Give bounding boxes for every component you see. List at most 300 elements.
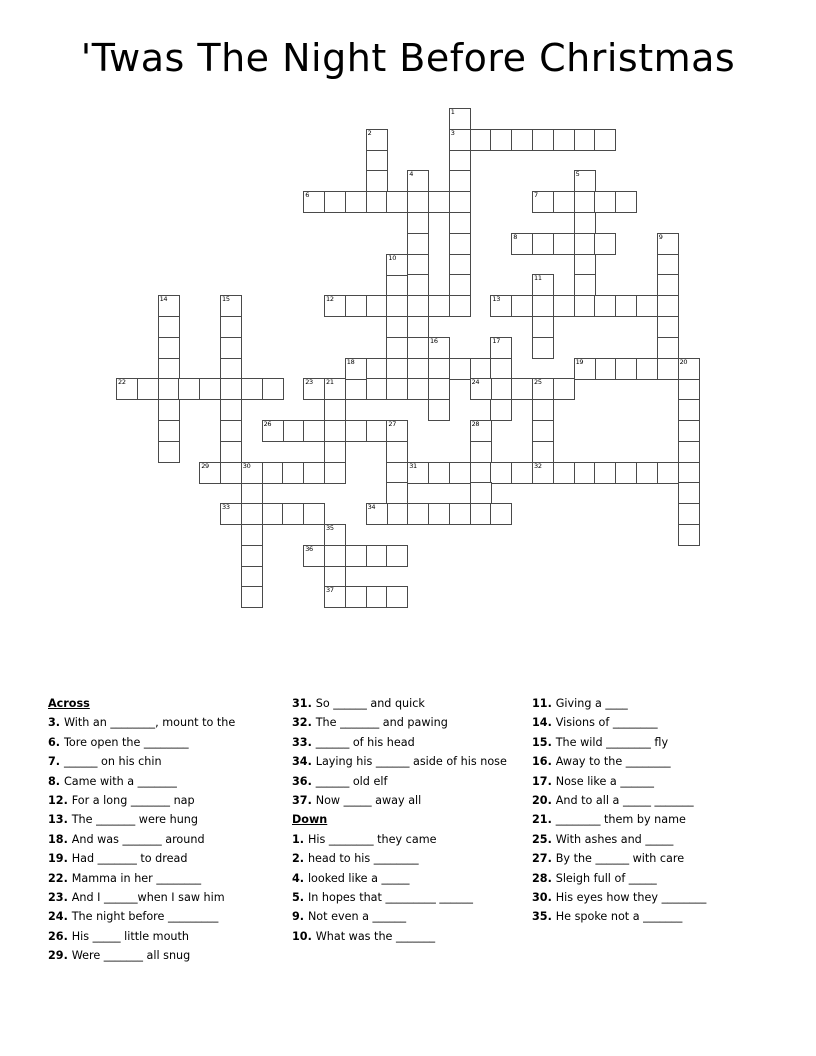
grid-cell[interactable] <box>324 441 346 463</box>
grid-cell[interactable] <box>594 233 616 255</box>
grid-cell[interactable] <box>386 274 408 296</box>
grid-cell[interactable] <box>324 524 346 546</box>
grid-cell[interactable] <box>449 358 471 380</box>
grid-cell[interactable] <box>345 295 367 317</box>
grid-cell[interactable] <box>324 191 346 213</box>
grid-cell[interactable] <box>407 212 429 234</box>
grid-cell[interactable] <box>449 150 471 172</box>
grid-cell[interactable] <box>158 399 180 421</box>
grid-cell[interactable] <box>615 191 637 213</box>
page-title: 'Twas The Night Before Christmas <box>80 36 736 80</box>
grid-cell[interactable] <box>553 378 575 400</box>
grid-cell[interactable] <box>678 462 700 484</box>
clue-down-15 <box>532 733 772 752</box>
grid-cell[interactable] <box>657 274 679 296</box>
clue-down-21 <box>532 810 772 829</box>
grid-cell[interactable] <box>220 462 242 484</box>
grid-cell[interactable] <box>158 378 180 400</box>
grid-cell[interactable] <box>594 358 616 380</box>
clue-down-14 <box>532 713 772 732</box>
grid-cell[interactable] <box>678 378 700 400</box>
grid-cell[interactable] <box>386 378 408 400</box>
down-heading: Down <box>292 813 328 827</box>
grid-cell[interactable] <box>262 462 284 484</box>
clue-number: 16. <box>532 755 556 769</box>
clue-text: And to all a _____ _______ <box>555 794 694 808</box>
grid-cell[interactable] <box>386 295 408 317</box>
grid-cell[interactable] <box>366 295 388 317</box>
grid-cell[interactable] <box>220 399 242 421</box>
grid-cell[interactable] <box>241 482 263 504</box>
grid-cell[interactable] <box>428 337 450 359</box>
grid-cell[interactable] <box>511 233 533 255</box>
grid-cell[interactable] <box>386 337 408 359</box>
grid-cell[interactable] <box>282 503 304 525</box>
grid-cell[interactable] <box>574 191 596 213</box>
grid-cell[interactable] <box>428 358 450 380</box>
cell-number: 32 <box>534 461 542 470</box>
grid-cell[interactable] <box>470 420 492 442</box>
clue-number: 34. <box>292 755 316 769</box>
clue-number: 24. <box>48 910 72 924</box>
grid-cell[interactable] <box>470 358 492 380</box>
clues-column-3 <box>532 694 772 927</box>
cell-number: 7 <box>534 191 538 200</box>
grid-cell[interactable] <box>449 295 471 317</box>
grid-cell[interactable] <box>407 254 429 276</box>
grid-cell[interactable] <box>553 129 575 151</box>
grid-cell[interactable] <box>428 378 450 400</box>
grid-cell[interactable] <box>636 462 658 484</box>
grid-cell[interactable] <box>407 191 429 213</box>
grid-cell[interactable] <box>553 191 575 213</box>
grid-cell[interactable] <box>449 254 471 276</box>
grid-cell[interactable] <box>678 420 700 442</box>
grid-cell[interactable] <box>303 503 325 525</box>
clue-across-7 <box>48 752 280 771</box>
grid-cell[interactable] <box>303 462 325 484</box>
grid-cell[interactable] <box>574 233 596 255</box>
cell-number: 25 <box>534 378 542 387</box>
grid-cell[interactable] <box>324 399 346 421</box>
grid-cell[interactable] <box>657 462 679 484</box>
grid-cell[interactable] <box>553 233 575 255</box>
cell-number: 6 <box>305 191 310 200</box>
grid-cell[interactable] <box>636 295 658 317</box>
grid-cell[interactable] <box>407 462 429 484</box>
grid-cell[interactable] <box>345 358 367 380</box>
grid-cell[interactable] <box>262 420 284 442</box>
grid-cell[interactable] <box>511 129 533 151</box>
grid-cell[interactable] <box>511 462 533 484</box>
clue-number: 36. <box>292 774 316 788</box>
clue-down-10 <box>292 927 520 946</box>
grid-cell[interactable] <box>449 503 471 525</box>
clue-down-16 <box>532 752 772 771</box>
grid-cell[interactable] <box>158 441 180 463</box>
clue-text: Away to the ________ <box>555 755 671 769</box>
cell-number: 8 <box>513 232 518 241</box>
clue-across-31 <box>292 694 520 713</box>
grid-cell[interactable] <box>345 191 367 213</box>
grid-cell[interactable] <box>220 295 242 317</box>
grid-cell[interactable] <box>490 295 512 317</box>
clue-text: Laying his ______ aside of his nose <box>315 755 507 769</box>
grid-cell[interactable] <box>470 378 492 400</box>
grid-cell[interactable] <box>407 503 429 525</box>
grid-cell[interactable] <box>449 108 471 130</box>
grid-cell[interactable] <box>303 191 325 213</box>
grid-cell[interactable] <box>678 399 700 421</box>
grid-cell[interactable] <box>678 503 700 525</box>
grid-cell[interactable] <box>407 316 429 338</box>
grid-cell[interactable] <box>428 399 450 421</box>
grid-cell[interactable] <box>158 295 180 317</box>
grid-cell[interactable] <box>366 586 388 608</box>
grid-cell[interactable] <box>262 378 284 400</box>
clue-number: 2. <box>292 852 308 866</box>
grid-cell[interactable] <box>345 378 367 400</box>
clue-number: 20. <box>532 794 556 808</box>
grid-cell[interactable] <box>657 358 679 380</box>
grid-cell[interactable] <box>594 295 616 317</box>
cell-number: 16 <box>430 336 438 345</box>
grid-cell[interactable] <box>428 462 450 484</box>
cell-number: 26 <box>263 420 272 428</box>
clue-number: 9. <box>292 910 308 924</box>
cell-number: 31 <box>409 461 417 470</box>
clue-text: Had _______ to dread <box>71 852 188 866</box>
clue-text: And I ______when I saw him <box>71 891 225 905</box>
grid-cell[interactable] <box>594 129 616 151</box>
grid-cell[interactable] <box>449 462 471 484</box>
clue-text: Now _____ away all <box>315 794 422 808</box>
clue-number: 7. <box>48 755 64 769</box>
grid-cell[interactable] <box>470 441 492 463</box>
grid-cell[interactable] <box>199 462 221 484</box>
grid-cell[interactable] <box>553 462 575 484</box>
clue-text: Came with a _______ <box>63 774 177 788</box>
grid-cell[interactable] <box>470 462 492 484</box>
grid-cell[interactable] <box>615 295 637 317</box>
clue-number: 26. <box>48 929 72 943</box>
cell-number: 13 <box>492 295 501 304</box>
clue-number: 29. <box>48 949 72 963</box>
grid-cell[interactable] <box>366 378 388 400</box>
cell-number: 3 <box>450 128 455 137</box>
grid-cell[interactable] <box>241 566 263 588</box>
grid-cell[interactable] <box>366 191 388 213</box>
grid-cell[interactable] <box>470 129 492 151</box>
grid-cell[interactable] <box>532 191 554 213</box>
grid-cell[interactable] <box>324 586 346 608</box>
clue-number: 32. <box>292 716 316 730</box>
clue-text: His _____ little mouth <box>71 929 189 943</box>
grid-cell[interactable] <box>282 462 304 484</box>
clue-text: What was the _______ <box>315 929 436 943</box>
grid-cell[interactable] <box>241 462 263 484</box>
grid-cell[interactable] <box>490 503 512 525</box>
cell-number: 11 <box>534 274 542 283</box>
grid-cell[interactable] <box>594 462 616 484</box>
grid-cell[interactable] <box>324 545 346 567</box>
clue-down-17 <box>532 772 772 791</box>
clue-text: ______ of his head <box>315 735 415 749</box>
grid-cell[interactable] <box>532 295 554 317</box>
grid-cell[interactable] <box>158 358 180 380</box>
grid-cell[interactable] <box>490 378 512 400</box>
grid-cell[interactable] <box>324 566 346 588</box>
clue-number: 12. <box>48 794 72 808</box>
grid-cell[interactable] <box>574 170 596 192</box>
grid-cell[interactable] <box>366 545 388 567</box>
grid-cell[interactable] <box>199 378 221 400</box>
grid-cell[interactable] <box>386 441 408 463</box>
grid-cell[interactable] <box>220 503 242 525</box>
grid-cell[interactable] <box>511 378 533 400</box>
clue-number: 35. <box>532 910 556 924</box>
grid-cell[interactable] <box>386 462 408 484</box>
grid-cell[interactable] <box>428 295 450 317</box>
grid-cell[interactable] <box>366 358 388 380</box>
grid-cell[interactable] <box>366 129 388 151</box>
grid-cell[interactable] <box>490 337 512 359</box>
grid-cell[interactable] <box>449 129 471 151</box>
grid-cell[interactable] <box>678 441 700 463</box>
grid-cell[interactable] <box>574 462 596 484</box>
grid-cell[interactable] <box>303 378 325 400</box>
grid-cell[interactable] <box>511 295 533 317</box>
grid-cell[interactable] <box>324 462 346 484</box>
clue-number: 14. <box>532 716 556 730</box>
clue-number: 13. <box>48 813 72 827</box>
grid-cell[interactable] <box>262 503 284 525</box>
grid-cell[interactable] <box>282 420 304 442</box>
clues-section <box>0 694 816 994</box>
grid-cell[interactable] <box>449 191 471 213</box>
grid-cell[interactable] <box>449 212 471 234</box>
clue-text: Visions of ________ <box>555 716 658 730</box>
grid-cell[interactable] <box>449 170 471 192</box>
grid-cell[interactable] <box>407 274 429 296</box>
grid-cell[interactable] <box>657 337 679 359</box>
clue-text: The _______ were hung <box>71 813 198 827</box>
grid-cell[interactable] <box>220 316 242 338</box>
grid-cell[interactable] <box>386 254 408 276</box>
clue-number: 5. <box>292 891 308 905</box>
clue-number: 10. <box>292 929 316 943</box>
grid-cell[interactable] <box>490 462 512 484</box>
grid-cell[interactable] <box>657 254 679 276</box>
clue-across-12 <box>48 791 280 810</box>
clue-down-25 <box>532 830 772 849</box>
grid-cell[interactable] <box>178 378 200 400</box>
grid-cell[interactable] <box>449 233 471 255</box>
grid-cell[interactable] <box>574 254 596 276</box>
clue-down-2 <box>292 849 520 868</box>
clue-across-3 <box>48 713 280 732</box>
grid-cell[interactable] <box>532 399 554 421</box>
grid-cell[interactable] <box>220 420 242 442</box>
grid-cell[interactable] <box>220 358 242 380</box>
cell-number: 33 <box>222 503 230 512</box>
clue-across-19 <box>48 849 280 868</box>
grid-cell[interactable] <box>366 503 388 525</box>
clue-across-32 <box>292 713 520 732</box>
grid-cell[interactable] <box>470 482 492 504</box>
grid-cell[interactable] <box>407 233 429 255</box>
clue-number: 18. <box>48 832 72 846</box>
cell-number: 35 <box>326 524 334 532</box>
grid-cell[interactable] <box>220 378 242 400</box>
grid-cell[interactable] <box>303 420 325 442</box>
grid-cell[interactable] <box>345 545 367 567</box>
clue-number: 1. <box>292 832 308 846</box>
grid-cell[interactable] <box>324 295 346 317</box>
clue-number: 27. <box>532 852 556 866</box>
grid-cell[interactable] <box>386 482 408 504</box>
grid-cell[interactable] <box>366 150 388 172</box>
grid-cell[interactable] <box>532 420 554 442</box>
cell-number: 2 <box>367 128 372 137</box>
clue-down-27 <box>532 849 772 868</box>
clue-down-35 <box>532 907 772 926</box>
grid-cell[interactable] <box>574 274 596 296</box>
clue-across-36 <box>292 772 520 791</box>
grid-cell[interactable] <box>303 545 325 567</box>
clue-across-8 <box>48 772 280 791</box>
grid-cell[interactable] <box>386 316 408 338</box>
clue-number: 21. <box>532 813 556 827</box>
clue-down-1 <box>292 830 520 849</box>
grid-cell[interactable] <box>158 316 180 338</box>
grid-cell[interactable] <box>574 358 596 380</box>
cell-number: 37 <box>326 586 334 595</box>
clues-column-2 <box>292 694 520 946</box>
grid-cell[interactable] <box>116 378 138 400</box>
clue-text: His ________ they came <box>307 832 437 846</box>
grid-cell[interactable] <box>324 378 346 400</box>
grid-cell[interactable] <box>678 524 700 546</box>
grid-cell[interactable] <box>220 441 242 463</box>
clue-across-18 <box>48 830 280 849</box>
grid-cell[interactable] <box>490 358 512 380</box>
grid-cell[interactable] <box>241 586 263 608</box>
grid-cell[interactable] <box>532 441 554 463</box>
clue-text: In hopes that _________ ______ <box>307 891 473 905</box>
grid-cell[interactable] <box>657 316 679 338</box>
grid-cell[interactable] <box>490 129 512 151</box>
grid-cell[interactable] <box>574 212 596 234</box>
grid-cell[interactable] <box>407 358 429 380</box>
cell-number: 5 <box>575 170 580 179</box>
grid-cell[interactable] <box>407 295 429 317</box>
grid-cell[interactable] <box>636 358 658 380</box>
clue-across-6 <box>48 733 280 752</box>
cell-number: 9 <box>658 232 663 241</box>
grid-cell[interactable] <box>386 503 408 525</box>
clue-text: Nose like a ______ <box>555 774 654 788</box>
grid-cell[interactable] <box>428 191 450 213</box>
grid-cell[interactable] <box>386 420 408 442</box>
clue-across-23 <box>48 888 280 907</box>
grid-cell[interactable] <box>324 420 346 442</box>
grid-cell[interactable] <box>532 274 554 296</box>
clue-number: 30. <box>532 891 556 905</box>
grid-cell[interactable] <box>386 545 408 567</box>
grid-cell[interactable] <box>241 524 263 546</box>
grid-cell[interactable] <box>428 503 450 525</box>
grid-cell[interactable] <box>678 482 700 504</box>
clue-text: The _______ and pawing <box>315 716 448 730</box>
grid-cell[interactable] <box>532 378 554 400</box>
grid-cell[interactable] <box>241 378 263 400</box>
grid-cell[interactable] <box>615 358 637 380</box>
clue-down-30 <box>532 888 772 907</box>
cell-number: 27 <box>388 420 397 428</box>
grid-cell[interactable] <box>532 233 554 255</box>
clue-number: 33. <box>292 735 316 749</box>
grid-cell[interactable] <box>345 586 367 608</box>
grid-cell[interactable] <box>241 503 263 525</box>
cell-number: 10 <box>388 253 397 262</box>
clue-number: 11. <box>532 697 556 710</box>
cell-number: 24 <box>471 378 480 387</box>
grid-cell[interactable] <box>386 586 408 608</box>
grid-cell[interactable] <box>553 295 575 317</box>
grid-cell[interactable] <box>657 233 679 255</box>
grid-cell[interactable] <box>532 337 554 359</box>
clue-down-28 <box>532 869 772 888</box>
grid-cell[interactable] <box>532 129 554 151</box>
grid-cell[interactable] <box>574 295 596 317</box>
grid-cell[interactable] <box>532 462 554 484</box>
grid-cell[interactable] <box>574 129 596 151</box>
grid-cell[interactable] <box>220 337 242 359</box>
grid-cell[interactable] <box>615 462 637 484</box>
clue-text: The wild ________ fly <box>555 735 669 749</box>
grid-cell[interactable] <box>158 337 180 359</box>
grid-cell[interactable] <box>137 378 159 400</box>
grid-cell[interactable] <box>657 295 679 317</box>
grid-cell[interactable] <box>678 358 700 380</box>
grid-cell[interactable] <box>470 503 492 525</box>
grid-cell[interactable] <box>366 420 388 442</box>
clue-text: Sleigh full of _____ <box>555 871 657 885</box>
grid-cell[interactable] <box>407 378 429 400</box>
grid-cell[interactable] <box>386 191 408 213</box>
grid-cell[interactable] <box>241 545 263 567</box>
clue-text: Were _______ all snug <box>71 949 191 963</box>
grid-cell[interactable] <box>490 399 512 421</box>
cell-number: 30 <box>242 461 251 470</box>
grid-cell[interactable] <box>158 420 180 442</box>
grid-cell[interactable] <box>366 170 388 192</box>
clue-text: He spoke not a _______ <box>555 910 683 924</box>
cell-number: 17 <box>492 336 501 345</box>
clue-number: 17. <box>532 774 556 788</box>
clue-text: ________ them by name <box>555 813 686 827</box>
clue-text: looked like a _____ <box>307 871 410 885</box>
grid-cell[interactable] <box>407 170 429 192</box>
grid-cell[interactable] <box>345 420 367 442</box>
cell-number: 18 <box>346 357 355 366</box>
grid-cell[interactable] <box>532 316 554 338</box>
grid-cell[interactable] <box>386 358 408 380</box>
clue-text: head to his ________ <box>307 852 419 866</box>
grid-cell[interactable] <box>449 274 471 296</box>
grid-cell[interactable] <box>594 191 616 213</box>
